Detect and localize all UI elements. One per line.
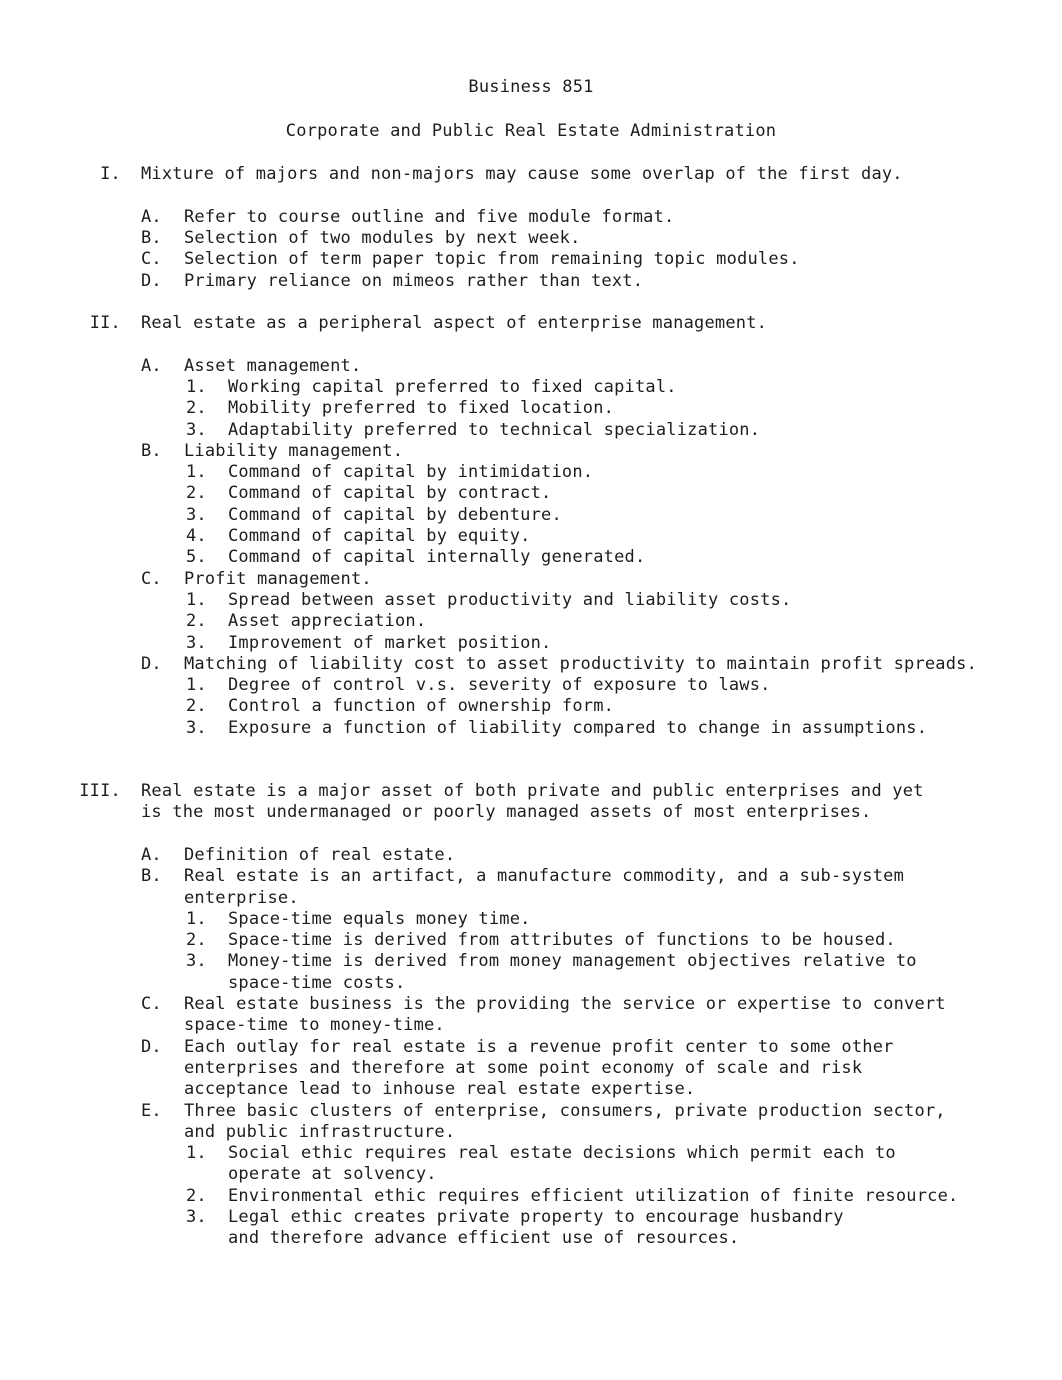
outline-subitem: Asset appreciation. [228,611,427,632]
outline-item: Liability management. [184,440,404,461]
outline-item: Refer to course outline and five module format. [184,206,675,227]
item-marker: C. [141,994,162,1014]
outline-subitem: operate at solvency. [228,1164,437,1185]
outline-subitem: Legal ethic creates private property to encourage husbandry [228,1207,844,1227]
item-marker: D. [141,270,162,291]
outline-subitem: Degree of control v.s. severity of exposure to laws. [228,675,771,696]
item-marker: E. [141,1100,162,1121]
outline-subitem: Space-time is derived from attributes of functions to be housed. [228,930,896,951]
outline-item: Each outlay for real estate is a revenue profit center to some other [184,1036,894,1057]
outline-subitem: Control a function of ownership form. [228,696,615,717]
subitem-marker: 1. [186,462,207,483]
outline-item: Real estate business is the providing the service or expertise to convert [184,994,946,1014]
subitem-marker: 1. [186,589,207,610]
item-marker: D. [141,653,162,674]
course-title: Corporate and Public Real Estate Administration [285,121,777,141]
outline-subitem: Spread between asset productivity and liability costs. [228,589,792,610]
outline-subitem: Command of capital by equity. [228,526,531,546]
subitem-marker: 2. [186,611,207,632]
subitem-marker: 3. [186,1207,207,1227]
outline-item: Asset management. [184,355,362,376]
section-heading: is the most undermanaged or poorly managed assets of most enterprises. [141,802,872,823]
section-heading: Real estate is a major asset of both private and public enterprises and yet [141,781,924,801]
subitem-marker: 5. [186,547,207,568]
outline-subitem: and therefore advance efficient use of resources. [228,1228,740,1249]
subitem-marker: 1. [186,376,207,397]
item-marker: A. [141,355,162,376]
outline-item: acceptance lead to inhouse real estate expertise. [184,1079,696,1100]
section-heading: Mixture of majors and non-majors may cause some overlap of the first day. [141,164,903,184]
outline-item: Definition of real estate. [184,844,456,865]
item-marker: C. [141,249,162,270]
outline-subitem: Command of capital by contract. [228,483,552,504]
section-numeral: I. [100,164,121,184]
subitem-marker: 3. [186,632,207,653]
outline-item: Selection of two modules by next week. [184,227,581,248]
course-number: Business 851 [468,77,594,97]
outline-subitem: Command of capital by debenture. [228,504,562,525]
item-marker: D. [141,1036,162,1057]
outline-subitem: Working capital preferred to fixed capital. [228,376,677,397]
outline-subitem: Social ethic requires real estate decisions which permit each to [228,1143,896,1164]
outline-subitem: Command of capital internally generated. [228,547,646,568]
outline-subitem: Exposure a function of liability compared to change in assumptions. [228,717,928,738]
subitem-marker: 1. [186,908,207,929]
subitem-marker: 1. [186,675,207,696]
subitem-marker: 3. [186,504,207,525]
outline-subitem: Space-time equals money time. [228,908,531,929]
outline-item: Profit management. [184,568,372,589]
subitem-marker: 3. [186,951,207,972]
outline-subitem: Improvement of market position. [228,632,552,653]
subitem-marker: 3. [186,717,207,738]
outline-item: Matching of liability cost to asset productivity to maintain profit spreads. [184,653,978,674]
item-marker: A. [141,844,162,865]
outline-item: Real estate is an artifact, a manufacture commodity, and a sub-system [184,866,905,887]
outline-subitem: Environmental ethic requires efficient utilization of finite resource. [228,1185,959,1206]
item-marker: B. [141,227,162,248]
outline-item: space-time to money-time. [184,1015,445,1036]
outline-item: enterprise. [184,887,299,908]
item-marker: B. [141,440,162,461]
outline-subitem: Adaptability preferred to technical specialization. [228,419,761,440]
item-marker: C. [141,568,162,589]
subitem-marker: 2. [186,483,207,504]
subitem-marker: 2. [186,1185,207,1206]
subitem-marker: 3. [186,419,207,440]
subitem-marker: 1. [186,1143,207,1164]
section-numeral: II. [89,313,121,333]
item-marker: A. [141,206,162,227]
section-heading: Real estate as a peripheral aspect of enterprise management. [141,313,768,333]
outline-item: enterprises and therefore at some point economy of scale and risk [184,1057,863,1078]
section-numeral: III. [79,781,121,801]
subitem-marker: 2. [186,696,207,717]
subitem-marker: 4. [186,526,207,546]
outline-subitem: Money-time is derived from money management objectives relative to [228,951,917,972]
outline-item: Selection of term paper topic from remaining topic modules. [184,249,800,270]
outline-subitem: Mobility preferred to fixed location. [228,398,615,419]
subitem-marker: 2. [186,398,207,419]
subitem-marker: 2. [186,930,207,951]
outline-item: Three basic clusters of enterprise, consumers, private production sector, [184,1100,946,1121]
outline-item: Primary reliance on mimeos rather than text. [184,270,644,291]
outline-item: and public infrastructure. [184,1121,456,1142]
item-marker: B. [141,866,162,887]
outline-subitem: Command of capital by intimidation. [228,462,594,483]
outline-subitem: space-time costs. [228,972,406,993]
